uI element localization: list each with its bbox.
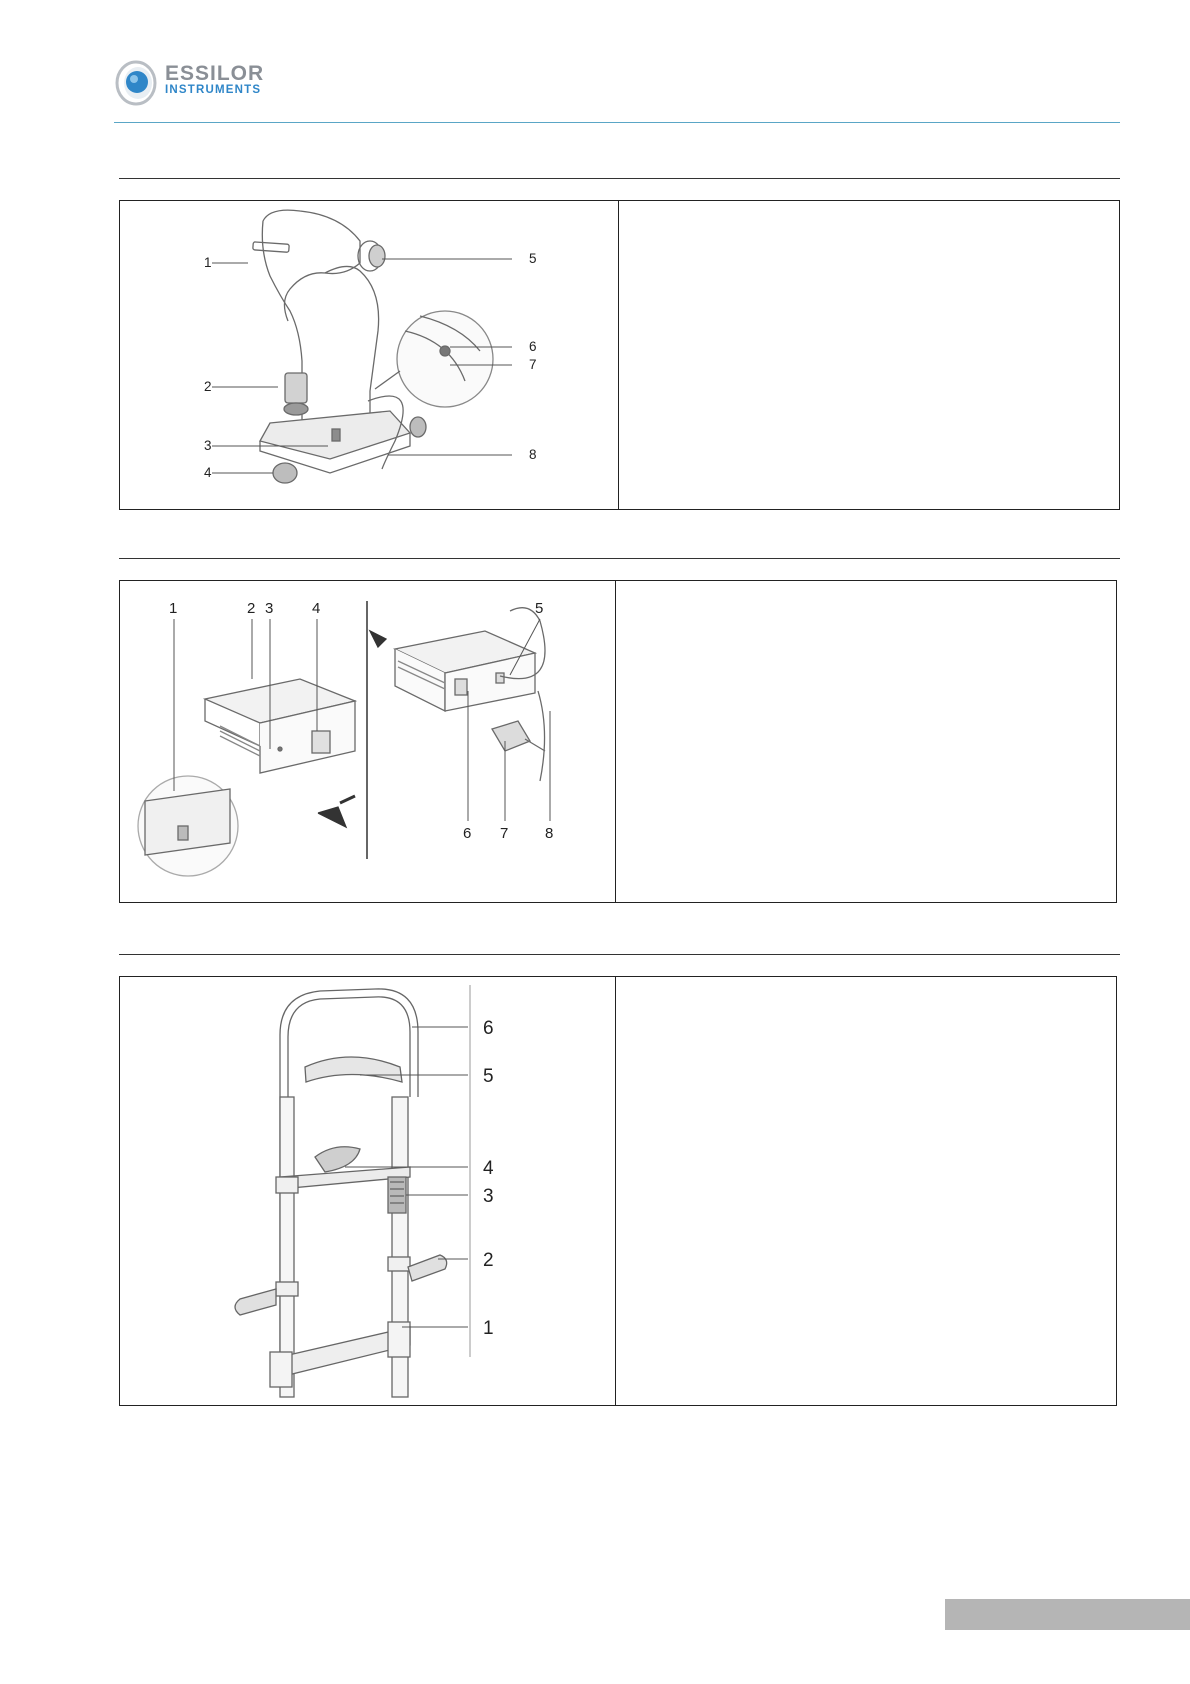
fig2-label-6: 6 xyxy=(463,825,472,842)
figure-2-illustration xyxy=(120,581,615,902)
fig1-label-4: 4 xyxy=(204,465,212,480)
figure-2-panel xyxy=(119,580,1117,903)
fig3-label-3: 3 xyxy=(483,1186,494,1207)
fig1-label-7: 7 xyxy=(529,357,537,372)
fig1-label-3: 3 xyxy=(204,438,212,453)
figure-3-panel xyxy=(119,976,1117,1406)
section-1-rule xyxy=(119,178,1120,179)
fig2-label-2: 2 xyxy=(247,600,256,617)
fig3-label-6: 6 xyxy=(483,1018,494,1039)
fig2-label-4: 4 xyxy=(312,600,321,617)
fig2-label-5: 5 xyxy=(535,600,544,617)
fig1-label-1: 1 xyxy=(204,255,212,270)
fig3-label-1: 1 xyxy=(483,1318,494,1339)
fig2-label-1: 1 xyxy=(169,600,178,617)
figure-3-illustration xyxy=(120,977,615,1405)
figure-2-divider xyxy=(615,581,616,902)
fig1-label-2: 2 xyxy=(204,379,212,394)
fig2-label-7: 7 xyxy=(500,825,509,842)
fig3-label-4: 4 xyxy=(483,1158,494,1179)
section-2-rule xyxy=(119,558,1120,559)
fig2-label-8: 8 xyxy=(545,825,554,842)
brand-name: ESSILOR xyxy=(165,62,265,85)
brand-subtitle: INSTRUMENTS xyxy=(165,84,262,96)
fig3-label-5: 5 xyxy=(483,1066,494,1087)
page-number-tab xyxy=(945,1599,1190,1630)
figure-1-divider xyxy=(618,201,619,509)
fig1-label-6: 6 xyxy=(529,339,537,354)
fig1-label-8: 8 xyxy=(529,447,537,462)
section-3-rule xyxy=(119,954,1120,955)
fig3-label-2: 2 xyxy=(483,1250,494,1271)
header-rule xyxy=(114,122,1120,123)
figure-1-panel xyxy=(119,200,1120,510)
logo-mark-icon xyxy=(114,58,164,108)
figure-1-illustration xyxy=(120,201,618,509)
fig1-label-5: 5 xyxy=(529,251,537,266)
fig2-label-3: 3 xyxy=(265,600,274,617)
figure-3-divider xyxy=(615,977,616,1405)
